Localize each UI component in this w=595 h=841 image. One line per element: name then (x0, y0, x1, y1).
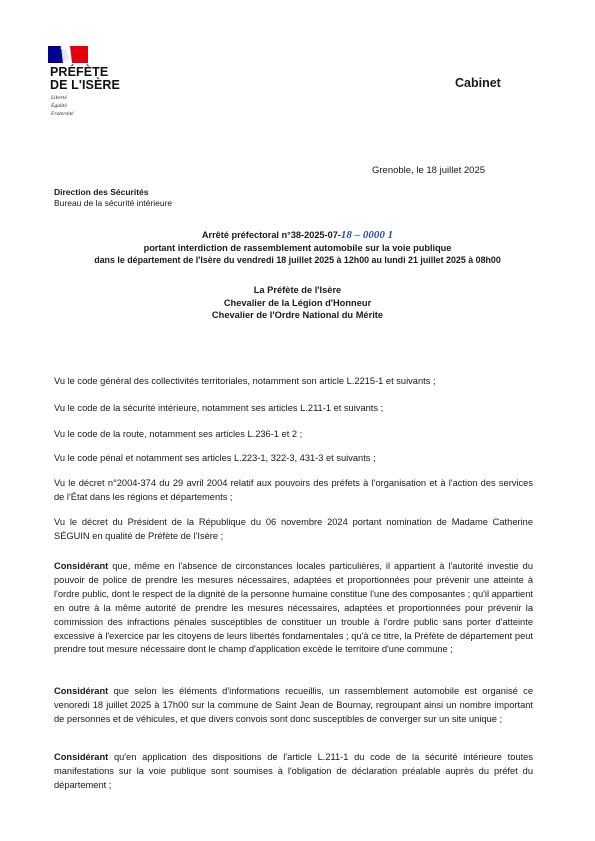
considerant-paragraph (54, 685, 533, 727)
issuing-department (54, 187, 172, 209)
considerant-text: que selon les éléments d'informations recueillis, un rassemblement automobile est organisé ce venoredi 18 juillet 2025 à 17h00 sur la commune de Saint Jean de Bournay, regroupant ainsi un nombre important de personnes et de véhicules, et que divers convois sont donc susceptibles de converger sur un site unique ; (54, 686, 533, 724)
visa-item: Vu le décret n°2004-374 du 29 avril 2004 relatif aux pouvoirs des préfets à l'organisation et à l'action des services de l'État dans les régions et départements ; (54, 478, 533, 502)
prefect-line2: Chevalier de la Légion d'Honneur (223, 297, 372, 308)
arrete-number (40, 229, 555, 242)
considerant-lead: Considérant (54, 752, 109, 762)
motto-egalite: Égalité (51, 103, 67, 109)
arrete-period: dans le département de l'Isère du vendredi 18 juillet 2025 à 12h00 au lundi 21 juillet 2025 à 08h00 (94, 255, 501, 265)
visa-item: Vu le code de la sécurité intérieure, notamment ses articles L.211-1 et suivants ; (54, 403, 384, 413)
prefect-line1: La Préfète de l'Isère (253, 285, 342, 295)
visa-item: Vu le code général des collectivités territoriales, notamment son article L.2215-1 et suivants ; (54, 376, 436, 386)
brand-name-line1: PRÉFÈTE (50, 65, 109, 79)
visa-item: Vu le décret du Président de la République du 06 novembre 2024 portant nomination de Madame Catherine SÉGUIN en qualité de Préfète de l'Isère ; (54, 517, 533, 541)
considerant-lead: Considérant (54, 686, 109, 696)
bureau-name: Bureau de la sécurité intérieure (54, 198, 173, 208)
place-date: Grenoble, le 18 juillet 2025 (372, 165, 486, 176)
considerant-paragraph (54, 751, 533, 793)
brand-name-line2: DE L'ISÈRE (50, 78, 120, 92)
considerant-text: que, même en l'absence de circonstances locales particulières, il appartient à l'autorité investie du pouvoir de police de prendre les mesures nécessaires, adaptées et proportionnées pour prévenir une atteinte à l'ordre public, dont le respect de la dignité de la personne humaine constitue l'une des composantes ; qu'il appartient en outre à la même autorité de prendre les mesures nécessaires, adaptées et proportionnées pour prévenir la commission des infractions pénales susceptibles de constituer un trouble à l'ordre public sans porter d'atteinte excessive à l'exercice par les citoyens de leurs libertés fondamentales ; qu'à ce titre, la Préfète de département peut prendre tout mesure nécessaire dont le champ d'application excède le territoire d'une commune ; (54, 561, 533, 655)
arrete-number-prefix: Arrêté préfectoral n°38-2025-07- (201, 230, 341, 240)
prefect-identity (40, 284, 555, 322)
direction-name: Direction des Sécurités (54, 187, 149, 197)
motto-liberte: Liberté (51, 95, 67, 101)
motto-fraternite: Fraternité (51, 111, 74, 117)
visa-item: Vu le code pénal et notamment ses articles L.223-1, 322-3, 431-3 et suivants ; (54, 453, 376, 463)
prefect-line3: Chevalier de l'Ordre National du Mérite (211, 310, 384, 320)
arrete-number-handwritten: 18 – 0000 1 (340, 229, 394, 241)
considerant-lead: Considérant (54, 561, 109, 571)
service-cabinet: Cabinet (455, 76, 501, 90)
arrete-subject: portant interdiction de rassemblement automobile sur la voie publique (143, 242, 452, 253)
considerant-paragraph (54, 560, 533, 657)
arrete-title (40, 229, 555, 267)
marianne-flag-logo (48, 46, 88, 63)
considerant-text: qu'en application des dispositions de l'article L.211-1 du code de la sécurité intérieure toutes manifestations sur la voie publique sont soumises à l'obligation de déclaration préalable auprès du préfet du département ; (54, 752, 533, 790)
visa-item: Vu le code de la route, notamment ses articles L.236-1 et 2 ; (54, 429, 303, 439)
